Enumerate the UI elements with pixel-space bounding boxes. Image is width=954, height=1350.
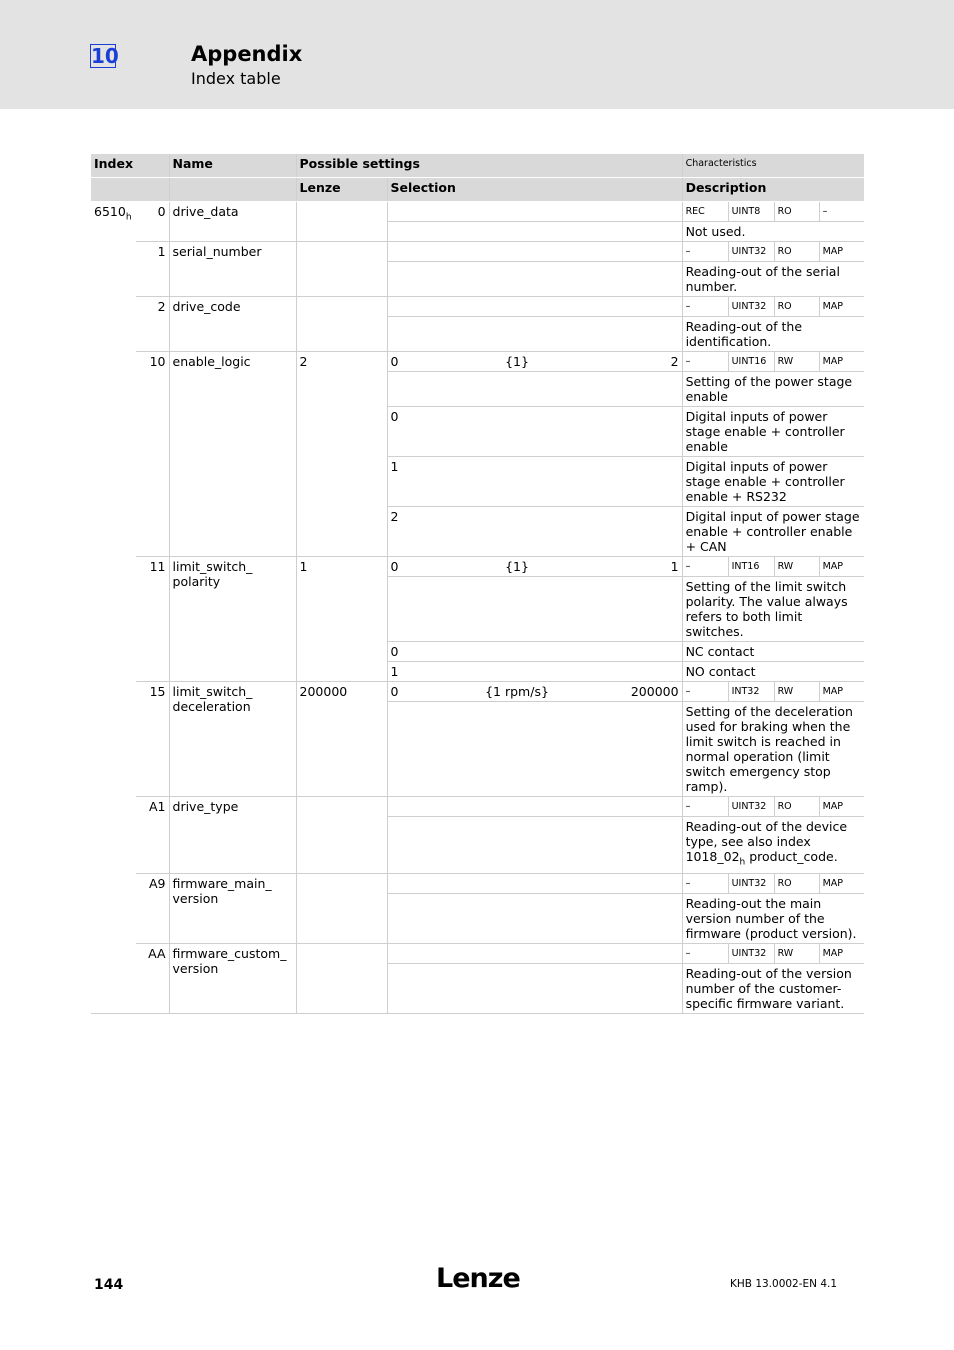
param-name: serial_number — [169, 242, 296, 297]
characteristic: RO — [774, 797, 819, 817]
characteristic: RO — [774, 297, 819, 317]
option-value: 2 — [387, 507, 682, 557]
lenze-value — [296, 202, 387, 242]
selection-unit — [462, 202, 572, 222]
table-row — [91, 797, 864, 817]
table-row — [91, 242, 864, 262]
page-header — [0, 0, 954, 109]
chapter-number[interactable]: 10 — [91, 44, 119, 68]
table-row — [91, 202, 864, 222]
param-name: drive_data — [169, 202, 296, 242]
index-table — [91, 154, 864, 1014]
option-text: NO contact — [682, 662, 864, 682]
col-description-header: Description — [682, 178, 864, 202]
col-selection-header: Selection — [387, 178, 682, 202]
selection-min: 0 — [387, 352, 462, 372]
subindex: 15 — [136, 682, 169, 797]
characteristic: MAP — [819, 242, 864, 262]
option-text: Digital inputs of power stage enable + controller enable + RS232 — [682, 457, 864, 507]
selection-max — [572, 797, 682, 817]
description: Reading-out of the version number of the customer-specific firmware variant. — [682, 963, 864, 1013]
page-number: 144 — [94, 1277, 124, 1293]
param-name: drive_code — [169, 297, 296, 352]
description: Setting of the deceleration used for braking when the limit switch is reached in normal operation (limit switch emergency stop ramp). — [682, 702, 864, 797]
lenze-value — [296, 242, 387, 297]
selection-max — [572, 943, 682, 963]
description: Not used. — [682, 222, 864, 242]
option-value: 0 — [387, 407, 682, 457]
selection-min — [387, 797, 462, 817]
col-characteristics-header: Characteristics — [682, 154, 864, 178]
characteristic: – — [682, 297, 728, 317]
characteristic: UINT32 — [728, 873, 774, 893]
lenze-value: 2 — [296, 352, 387, 557]
selection-min — [387, 873, 462, 893]
selection-max: 2 — [572, 352, 682, 372]
lenze-value — [296, 297, 387, 352]
table-row — [91, 943, 864, 963]
description — [682, 817, 864, 874]
selection-min — [387, 297, 462, 317]
selection-unit — [462, 797, 572, 817]
main-index-value: 6510 — [94, 204, 126, 219]
characteristic: – — [682, 557, 728, 577]
selection-unit — [462, 297, 572, 317]
section-title: Index table — [191, 69, 281, 88]
subindex: 2 — [136, 297, 169, 352]
description: Reading-out the main version number of the firmware (product version). — [682, 893, 864, 943]
param-name: drive_type — [169, 797, 296, 874]
description-part: Reading-out of the device type, see also index 1018_02 — [685, 819, 848, 864]
table-row — [91, 873, 864, 893]
document-id: KHB 13.0002-EN 4.1 — [730, 1278, 838, 1290]
selection-unit — [462, 242, 572, 262]
selection-max — [572, 202, 682, 222]
description-part: product_code. — [745, 849, 838, 864]
col-name-header: Name — [169, 154, 296, 178]
subindex: 0 — [136, 202, 169, 242]
characteristic: – — [682, 943, 728, 963]
characteristic: RO — [774, 242, 819, 262]
characteristic: REC — [682, 202, 728, 222]
characteristic: UINT32 — [728, 297, 774, 317]
characteristic: – — [682, 242, 728, 262]
col-possible-settings-header: Possible settings — [296, 154, 682, 178]
characteristic: RW — [774, 352, 819, 372]
param-name: enable_logic — [169, 352, 296, 557]
description: Reading-out of the serial number. — [682, 262, 864, 297]
selection-max: 200000 — [572, 682, 682, 702]
characteristic: – — [819, 202, 864, 222]
characteristic: INT32 — [728, 682, 774, 702]
characteristic: – — [682, 873, 728, 893]
characteristic: – — [682, 797, 728, 817]
selection-unit: {1 rpm/s} — [462, 682, 572, 702]
subindex: A9 — [136, 873, 169, 943]
selection-min — [387, 202, 462, 222]
selection-max — [572, 297, 682, 317]
description: Setting of the limit switch polarity. The value always refers to both limit switches. — [682, 577, 864, 642]
characteristic: MAP — [819, 873, 864, 893]
main-index-suffix: h — [125, 212, 132, 223]
subindex: A1 — [136, 797, 169, 874]
main-index — [91, 202, 136, 242]
option-text: NC contact — [682, 642, 864, 662]
characteristic: UINT32 — [728, 797, 774, 817]
param-name: limit_switch_ deceleration — [169, 682, 296, 797]
selection-min — [387, 242, 462, 262]
characteristic: RW — [774, 557, 819, 577]
characteristic: MAP — [819, 557, 864, 577]
selection-max — [572, 242, 682, 262]
characteristic: UINT8 — [728, 202, 774, 222]
characteristic: – — [682, 352, 728, 372]
option-value: 0 — [387, 642, 682, 662]
subindex: 11 — [136, 557, 169, 682]
selection-unit — [462, 873, 572, 893]
characteristic: RW — [774, 682, 819, 702]
selection-unit — [462, 943, 572, 963]
table-row — [91, 352, 864, 372]
characteristic: MAP — [819, 352, 864, 372]
characteristic: – — [682, 682, 728, 702]
param-name: limit_switch_ polarity — [169, 557, 296, 682]
selection-min — [387, 943, 462, 963]
characteristic: UINT16 — [728, 352, 774, 372]
characteristic: MAP — [819, 682, 864, 702]
description: Reading-out of the identification. — [682, 317, 864, 352]
option-text: Digital input of power stage enable + controller enable + CAN — [682, 507, 864, 557]
characteristic: UINT32 — [728, 242, 774, 262]
description-part: h — [739, 857, 746, 868]
subindex: 1 — [136, 242, 169, 297]
option-value: 1 — [387, 457, 682, 507]
lenze-value: 200000 — [296, 682, 387, 797]
lenze-value — [296, 797, 387, 874]
option-text: Digital inputs of power stage enable + controller enable — [682, 407, 864, 457]
subindex: 10 — [136, 352, 169, 557]
lenze-value — [296, 873, 387, 943]
table-row — [91, 557, 864, 577]
characteristic: RW — [774, 943, 819, 963]
selection-max: 1 — [572, 557, 682, 577]
characteristic: MAP — [819, 943, 864, 963]
lenze-value: 1 — [296, 557, 387, 682]
characteristic: MAP — [819, 797, 864, 817]
option-value: 1 — [387, 662, 682, 682]
selection-max — [572, 873, 682, 893]
table-row — [91, 297, 864, 317]
table-row — [91, 682, 864, 702]
lenze-value — [296, 943, 387, 1013]
characteristic: MAP — [819, 297, 864, 317]
selection-unit: {1} — [462, 557, 572, 577]
selection-unit: {1} — [462, 352, 572, 372]
characteristic: INT16 — [728, 557, 774, 577]
param-name: firmware_main_ version — [169, 873, 296, 943]
characteristic: RO — [774, 202, 819, 222]
col-lenze-header: Lenze — [296, 178, 387, 202]
col-index-header: Index — [91, 154, 169, 178]
description: Setting of the power stage enable — [682, 372, 864, 407]
characteristic: UINT32 — [728, 943, 774, 963]
chapter-title: Appendix — [191, 42, 303, 66]
selection-min: 0 — [387, 682, 462, 702]
lenze-logo: Lenze — [436, 1263, 520, 1294]
subindex: AA — [136, 943, 169, 1013]
characteristic: RO — [774, 873, 819, 893]
param-name: firmware_custom_ version — [169, 943, 296, 1013]
selection-min: 0 — [387, 557, 462, 577]
